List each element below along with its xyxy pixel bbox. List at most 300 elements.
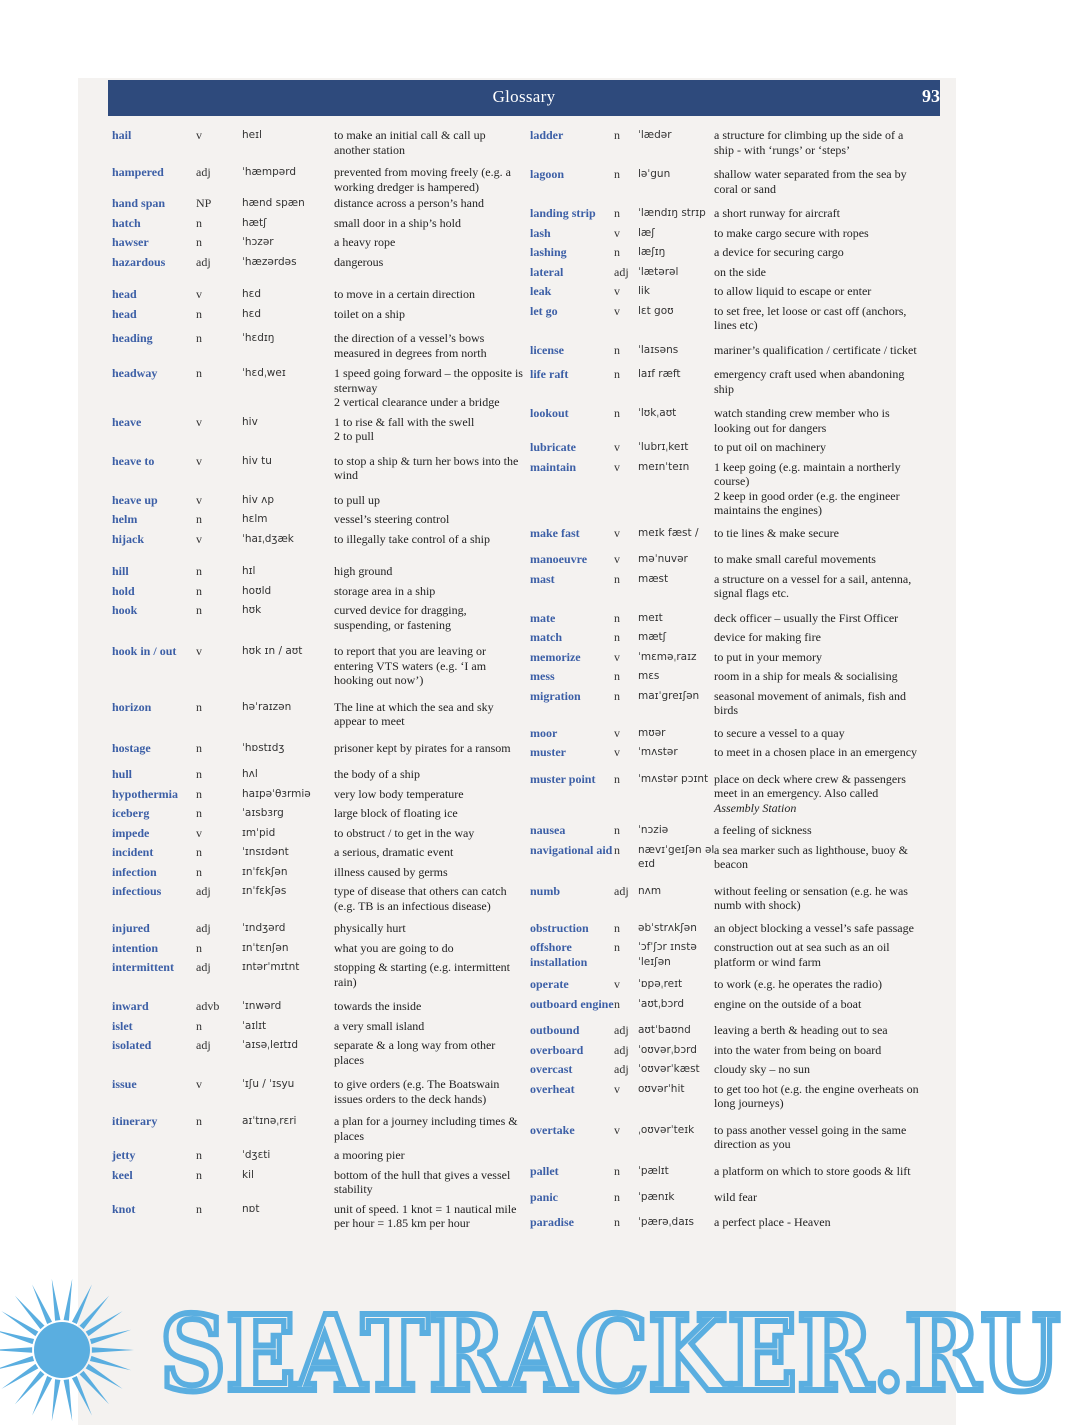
entry-pronunciation: ɪnˈfɛkʃəs (242, 885, 287, 897)
glossary-entry (530, 226, 948, 241)
entry-pronunciation: hænd spæn (242, 197, 305, 209)
definition-line: to give orders (e.g. The Boatswain issues orders to the deck hands) (334, 1077, 500, 1106)
entry-term: hampered (112, 165, 164, 179)
definition-line: prisoner kept by pirates for a ransom (334, 740, 511, 755)
entry-part-of-speech: n (614, 206, 620, 220)
entry-term: helm (112, 512, 138, 526)
entry-pronunciation: ˈɪʃu / ˈɪsyu (242, 1078, 295, 1090)
entry-part-of-speech: n (614, 406, 620, 420)
definition-line: a mooring pier (334, 1148, 405, 1162)
glossary-entry (530, 940, 948, 969)
entry-part-of-speech: v (614, 303, 620, 318)
entry-part-of-speech: n (196, 1201, 202, 1216)
glossary-entry (112, 216, 530, 231)
definition-line: a short runway for aircraft (714, 206, 840, 220)
definition-line: to make an initial call & call up another station (334, 128, 486, 157)
entry-definition (334, 999, 524, 1014)
entry-definition (334, 331, 524, 360)
glossary-entry (530, 630, 948, 645)
entry-definition (334, 366, 524, 410)
entry-definition (334, 826, 524, 841)
entry-term: moor (530, 725, 558, 740)
entry-definition (334, 941, 524, 956)
definition-line: to put in your memory (714, 649, 822, 664)
entry-definition (334, 741, 524, 756)
entry-pronunciation: mɛs (638, 670, 660, 682)
entry-definition (334, 287, 524, 302)
entry-definition (334, 700, 524, 729)
glossary-entry (112, 165, 530, 194)
definition-line: into the water from being on board (714, 1042, 882, 1057)
glossary-entry (530, 526, 948, 541)
entry-term: itinerary (112, 1114, 158, 1128)
entry-definition (334, 493, 524, 508)
glossary-entry (112, 196, 530, 211)
sun-logo-icon (0, 1279, 134, 1422)
definition-line: to set free, let loose or cast off (anchors, lines etc) (714, 303, 907, 332)
entry-term: hook (112, 603, 138, 617)
entry-part-of-speech: v (614, 225, 620, 240)
entry-pronunciation: aʊtˈbaʊnd (638, 1024, 691, 1036)
entry-definition (334, 960, 524, 989)
entry-term: make fast (530, 525, 580, 540)
entry-part-of-speech: v (614, 977, 620, 991)
glossary-entry (112, 845, 530, 860)
entry-definition (334, 584, 524, 599)
entry-part-of-speech: n (196, 331, 202, 345)
entry-part-of-speech: v (614, 440, 620, 454)
entry-definition (714, 526, 926, 541)
entry-part-of-speech: n (196, 366, 202, 380)
entry-definition (714, 689, 926, 718)
definition-line: a perfect place - Heaven (714, 1214, 831, 1229)
entry-pronunciation: ˈmʌstər pɔɪnt (638, 772, 709, 785)
glossary-entry (112, 1077, 530, 1106)
entry-definition (334, 865, 524, 880)
entry-pronunciation: ˈpælɪt (638, 1164, 669, 1177)
entry-pronunciation: laɪf ræft (638, 368, 681, 380)
entry-term: maintain (530, 459, 577, 474)
entry-part-of-speech: v (196, 825, 202, 840)
glossary-entry (530, 921, 948, 936)
entry-definition (714, 630, 926, 645)
entry-part-of-speech: n (614, 771, 620, 786)
definition-line: a structure for climbing up the side of a ship - with ‘rungs’ or ‘steps’ (714, 128, 904, 157)
definition-line: to put oil on machinery (714, 440, 826, 454)
entry-part-of-speech: n (614, 996, 620, 1011)
definition-line: on the side (714, 264, 766, 279)
entry-definition (714, 997, 926, 1012)
entry-definition (714, 1164, 926, 1179)
glossary-entry (112, 287, 530, 302)
glossary-entry (530, 552, 948, 567)
entry-pronunciation: ˈhaɪˌdʒæk (242, 532, 294, 545)
entry-term: nausea (530, 823, 566, 837)
definition-line: 1 to rise & fall with the swell (334, 414, 475, 429)
entry-definition (334, 1077, 524, 1106)
definition-line: distance across a person’s hand (334, 196, 484, 210)
entry-term: outbound (530, 1023, 580, 1037)
entry-part-of-speech: n (614, 245, 620, 259)
glossary-entry (530, 669, 948, 684)
definition-line: construction out at sea such as an oil platform or wind farm (714, 940, 890, 969)
entry-pronunciation: hætʃ (242, 216, 267, 229)
glossary-entry (530, 167, 948, 196)
entry-part-of-speech: n (614, 1190, 620, 1204)
definition-line: to allow liquid to escape or enter (714, 284, 872, 298)
entry-term: heave up (112, 492, 158, 507)
entry-part-of-speech: n (614, 610, 620, 625)
entry-part-of-speech: n (196, 786, 202, 801)
sun-ray (64, 1379, 73, 1421)
entry-definition (334, 1148, 524, 1163)
entry-part-of-speech: n (614, 571, 620, 586)
entry-part-of-speech: n (614, 167, 620, 181)
definition-line: bottom of the hull that gives a vessel stability (334, 1167, 511, 1196)
entry-definition (334, 532, 524, 547)
entry-term: heave (112, 414, 142, 429)
entry-pronunciation: ləˈgun (638, 168, 671, 180)
entry-definition (714, 823, 926, 838)
entry-pronunciation: ˈhɔzər (242, 236, 274, 248)
entry-definition (714, 440, 926, 455)
sun-ray (0, 1347, 32, 1352)
entry-part-of-speech: adj (614, 1062, 629, 1076)
entry-pronunciation: hiv tu (242, 454, 272, 467)
entry-pronunciation: hiv ʌp (242, 493, 275, 506)
entry-part-of-speech: adj (196, 921, 211, 935)
definition-line: deck officer – usually the First Officer (714, 610, 899, 625)
entry-pronunciation: hʊk ɪn / aʊt (242, 645, 303, 657)
entry-pronunciation: həˈraɪzən (242, 700, 292, 713)
glossary-column-right (530, 128, 948, 1229)
glossary-entry (112, 741, 530, 756)
entry-term: license (530, 342, 564, 357)
entry-definition (334, 603, 524, 632)
entry-pronunciation: maɪˈgreɪʃən (638, 689, 700, 702)
entry-pronunciation: ɪmˈpid (242, 826, 276, 839)
entry-part-of-speech: n (614, 1214, 620, 1229)
glossary-entry (112, 307, 530, 322)
entry-term: panic (530, 1190, 559, 1204)
glossary-entry (530, 726, 948, 741)
entry-definition (714, 977, 926, 992)
glossary-entry (530, 1164, 948, 1179)
definition-line: to meet in a chosen place in an emergency (714, 745, 918, 759)
sun-ray (92, 1347, 134, 1352)
sun-ray (90, 1356, 131, 1370)
glossary-entry (112, 584, 530, 599)
entry-term: overheat (530, 1081, 575, 1096)
entry-pronunciation: ˈɒpəˌreɪt (638, 978, 683, 990)
entry-pronunciation: hoʊld (242, 584, 272, 597)
glossary-entry (112, 493, 530, 508)
glossary-entry (112, 644, 530, 688)
entry-term: incident (112, 845, 154, 859)
glossary-entry (530, 245, 948, 260)
entry-term: keel (112, 1167, 133, 1182)
entry-definition (334, 845, 524, 860)
entry-term: horizon (112, 699, 152, 714)
definition-line: a very small island (334, 1018, 425, 1033)
glossary-entry (112, 806, 530, 821)
entry-definition (334, 787, 524, 802)
glossary-entry (530, 843, 948, 872)
entry-definition (714, 726, 926, 741)
entry-pronunciation: haɪpəˈθɜrmiə (242, 787, 311, 800)
definition-line: 1 speed going forward – the opposite is sternway (334, 366, 523, 395)
entry-definition (714, 1215, 926, 1230)
entry-pronunciation: læʃɪŋ (638, 246, 666, 258)
definition-italic-term: Assembly Station (714, 800, 797, 815)
definition-line: 2 vertical clearance under a bridge (334, 395, 500, 409)
entry-pronunciation: nʌm (638, 884, 662, 897)
glossary-entry (112, 700, 530, 729)
definition-line: cloudy sky – no sun (714, 1062, 810, 1076)
entry-pronunciation: hɪl (242, 565, 256, 577)
glossary-entry (530, 128, 948, 157)
entry-pronunciation: meɪt (638, 611, 663, 624)
entry-pronunciation: ˈdʒɛti (242, 1149, 271, 1161)
entry-term: head (112, 306, 137, 321)
entry-definition (714, 745, 926, 760)
entry-pronunciation: meɪk fæst / (638, 526, 699, 539)
glossary-entry (530, 772, 948, 816)
entry-term: mess (530, 669, 555, 683)
entry-part-of-speech: n (614, 630, 620, 644)
entry-definition (714, 206, 926, 221)
definition-line: physically hurt (334, 921, 406, 935)
entry-term: hijack (112, 531, 145, 546)
entry-term: lagoon (530, 167, 565, 181)
entry-pronunciation: ˈlædər (638, 129, 672, 141)
entry-definition (714, 843, 926, 872)
entry-term: operate (530, 977, 569, 991)
entry-term: heave to (112, 453, 155, 468)
sun-ray (0, 1330, 34, 1344)
entry-pronunciation: ˈaʊtˌbɔrd (638, 997, 685, 1010)
glossary-entry (112, 941, 530, 956)
entry-definition (334, 196, 524, 211)
entry-definition (334, 454, 524, 483)
entry-pronunciation: ˈoʊvərˌbɔrd (638, 1043, 697, 1056)
definition-line: to pull up (334, 492, 381, 507)
entry-pronunciation: ˈpærəˌdaɪs (638, 1215, 694, 1228)
entry-term: navigational aid (530, 842, 613, 857)
entry-term: match (530, 630, 562, 644)
glossary-entry (112, 331, 530, 360)
entry-term: life raft (530, 367, 569, 381)
entry-definition (334, 806, 524, 821)
entry-definition (334, 1114, 524, 1143)
entry-term: hand span (112, 196, 166, 210)
glossary-entry (530, 343, 948, 358)
entry-part-of-speech: n (196, 235, 202, 249)
glossary-entry (112, 999, 530, 1014)
entry-definition (334, 415, 524, 444)
definition-line: to stop a ship & turn her bows into the wind (334, 453, 519, 482)
entry-term: manoeuvre (530, 552, 588, 566)
glossary-entry (112, 235, 530, 250)
glossary-entry (112, 128, 530, 157)
entry-definition (334, 255, 524, 270)
entry-pronunciation: ɪnˈfɛkʃən (242, 865, 288, 878)
definition-line: vessel’s steering control (334, 512, 450, 526)
entry-term: outboard engine (530, 996, 614, 1011)
entry-definition (714, 611, 926, 626)
entry-definition (334, 921, 524, 936)
entry-pronunciation: ˈhæzərdəs (242, 255, 297, 268)
entry-definition (714, 226, 926, 241)
entry-part-of-speech: adj (196, 1038, 211, 1052)
entry-pronunciation: ˈlubrɪˌkeɪt (638, 441, 689, 453)
definition-line: an object blocking a vessel’s safe passage (714, 920, 914, 935)
entry-term: headway (112, 366, 158, 380)
definition-line: a device for securing cargo (714, 245, 844, 259)
entry-term: lash (530, 225, 551, 240)
entry-definition (714, 343, 926, 358)
entry-pronunciation: ˈoʊvərˈkæst (638, 1063, 700, 1075)
definition-line: 2 to pull (334, 429, 375, 443)
entry-pronunciation: meɪnˈteɪn (638, 460, 690, 473)
entry-part-of-speech: adj (196, 254, 211, 269)
glossary-entry (112, 1168, 530, 1197)
entry-term: pallet (530, 1163, 559, 1178)
entry-term: hail (112, 128, 132, 142)
glossary-entry (112, 1202, 530, 1231)
definition-line: without feeling or sensation (e.g. he was numb with shock) (714, 883, 908, 912)
glossary-entry (112, 921, 530, 936)
entry-part-of-speech: n (196, 1148, 202, 1162)
entry-term: ladder (530, 128, 564, 142)
entry-term: hostage (112, 740, 151, 755)
entry-pronunciation: əbˈstrʌkʃən (638, 921, 697, 934)
glossary-entry (112, 532, 530, 547)
definition-line: to obstruct / to get in the way (334, 825, 475, 840)
entry-pronunciation: ˈmʌstər (638, 746, 678, 758)
entry-pronunciation: ˈɪnwərd (242, 1000, 282, 1012)
entry-part-of-speech: n (196, 215, 202, 230)
glossary-entry (112, 960, 530, 989)
definition-line: a plan for a journey including times & places (334, 1114, 518, 1143)
entry-term: muster (530, 745, 566, 759)
entry-part-of-speech: n (196, 845, 202, 859)
entry-term: inward (112, 999, 149, 1013)
entry-definition (334, 1019, 524, 1034)
entry-pronunciation: ˈnɔziə (638, 824, 669, 836)
entry-definition (714, 552, 926, 567)
entry-pronunciation: ˈlaɪsəns (638, 343, 679, 356)
definition-line: the direction of a vessel’s bows measured in degrees from north (334, 331, 487, 360)
glossary-entry (530, 745, 948, 760)
definition-line: watch standing crew member who is looking out for dangers (714, 406, 890, 435)
entry-part-of-speech: n (614, 669, 620, 683)
entry-pronunciation: hɛd (242, 288, 261, 300)
entry-definition (714, 1190, 926, 1205)
entry-part-of-speech: n (614, 688, 620, 703)
entry-definition (334, 1168, 524, 1197)
glossary-entry (530, 689, 948, 718)
entry-definition (334, 512, 524, 527)
entry-term: hazardous (112, 254, 166, 269)
entry-term: migration (530, 688, 581, 703)
definition-line: large block of floating ice (334, 806, 458, 820)
entry-pronunciation: ˈpænɪk (638, 1191, 675, 1203)
entry-term: mast (530, 571, 555, 586)
entry-term: isolated (112, 1038, 152, 1052)
entry-definition (714, 940, 926, 969)
glossary-entry (530, 611, 948, 626)
entry-part-of-speech: adj (196, 960, 211, 974)
entry-pronunciation: aɪˈtɪnəˌrɛri (242, 1115, 297, 1127)
entry-term: heading (112, 331, 153, 345)
glossary-entry (530, 1190, 948, 1205)
entry-pronunciation: ˈɪndʒərd (242, 922, 286, 934)
entry-pronunciation: ɪnˈtɛnʃən (242, 941, 289, 954)
sun-ray (64, 1279, 73, 1321)
entry-part-of-speech: n (196, 806, 202, 820)
glossary-entry (112, 1114, 530, 1143)
glossary-entry (530, 977, 948, 992)
definition-line: a feeling of sickness (714, 823, 812, 837)
entry-term: hawser (112, 235, 149, 249)
definition-line: emergency craft used when abandoning ship (714, 367, 905, 396)
entry-part-of-speech: v (614, 525, 620, 540)
glossary-entry (112, 865, 530, 880)
glossary-entry (112, 1019, 530, 1034)
entry-part-of-speech: n (196, 306, 202, 321)
entry-definition (334, 165, 524, 194)
entry-term: injured (112, 921, 150, 935)
entry-term: hatch (112, 215, 141, 230)
glossary-entry (112, 884, 530, 913)
entry-pronunciation: hɛlm (242, 513, 268, 525)
entry-part-of-speech: n (614, 940, 620, 954)
definition-line: type of disease that others can catch (e.g. TB is an infectious disease) (334, 884, 507, 913)
entry-pronunciation: nævɪˈgeɪʃən əl eɪd (638, 843, 715, 870)
entry-pronunciation: hɛd (242, 307, 261, 320)
entry-part-of-speech: n (196, 1114, 202, 1128)
definition-line: a sea marker such as lighthouse, buoy & beacon (714, 842, 908, 871)
definition-line: storage area in a ship (334, 583, 436, 598)
entry-term: head (112, 287, 137, 301)
entry-pronunciation: ˈhɒstɪdʒ (242, 741, 285, 754)
entry-pronunciation: lik (638, 285, 650, 297)
definition-line: dangerous (334, 254, 384, 269)
entry-definition (714, 245, 926, 260)
entry-part-of-speech: adj (614, 264, 629, 279)
glossary-entry (530, 572, 948, 601)
entry-pronunciation: hiv (242, 415, 258, 428)
entry-pronunciation: mæst (638, 572, 669, 585)
entry-term: intention (112, 940, 159, 955)
definition-line: to make cargo secure with ropes (714, 225, 869, 240)
entry-part-of-speech: adj (614, 1023, 629, 1037)
entry-definition (334, 1202, 524, 1231)
entry-pronunciation: ˈhɛdˌweɪ (242, 367, 286, 379)
entry-part-of-speech: v (614, 552, 620, 566)
sun-ray (0, 1356, 34, 1370)
entry-part-of-speech: n (196, 603, 202, 617)
glossary-entry (530, 460, 948, 518)
entry-part-of-speech: v (196, 128, 202, 142)
definition-line: to pass another vessel going in the same direction as you (714, 1122, 907, 1151)
glossary-entry (530, 1023, 948, 1038)
entry-term: infectious (112, 884, 162, 898)
definition-line: stopping & starting (e.g. intermittent rain) (334, 960, 510, 989)
entry-definition (714, 304, 926, 333)
definition-line: towards the inside (334, 999, 422, 1013)
